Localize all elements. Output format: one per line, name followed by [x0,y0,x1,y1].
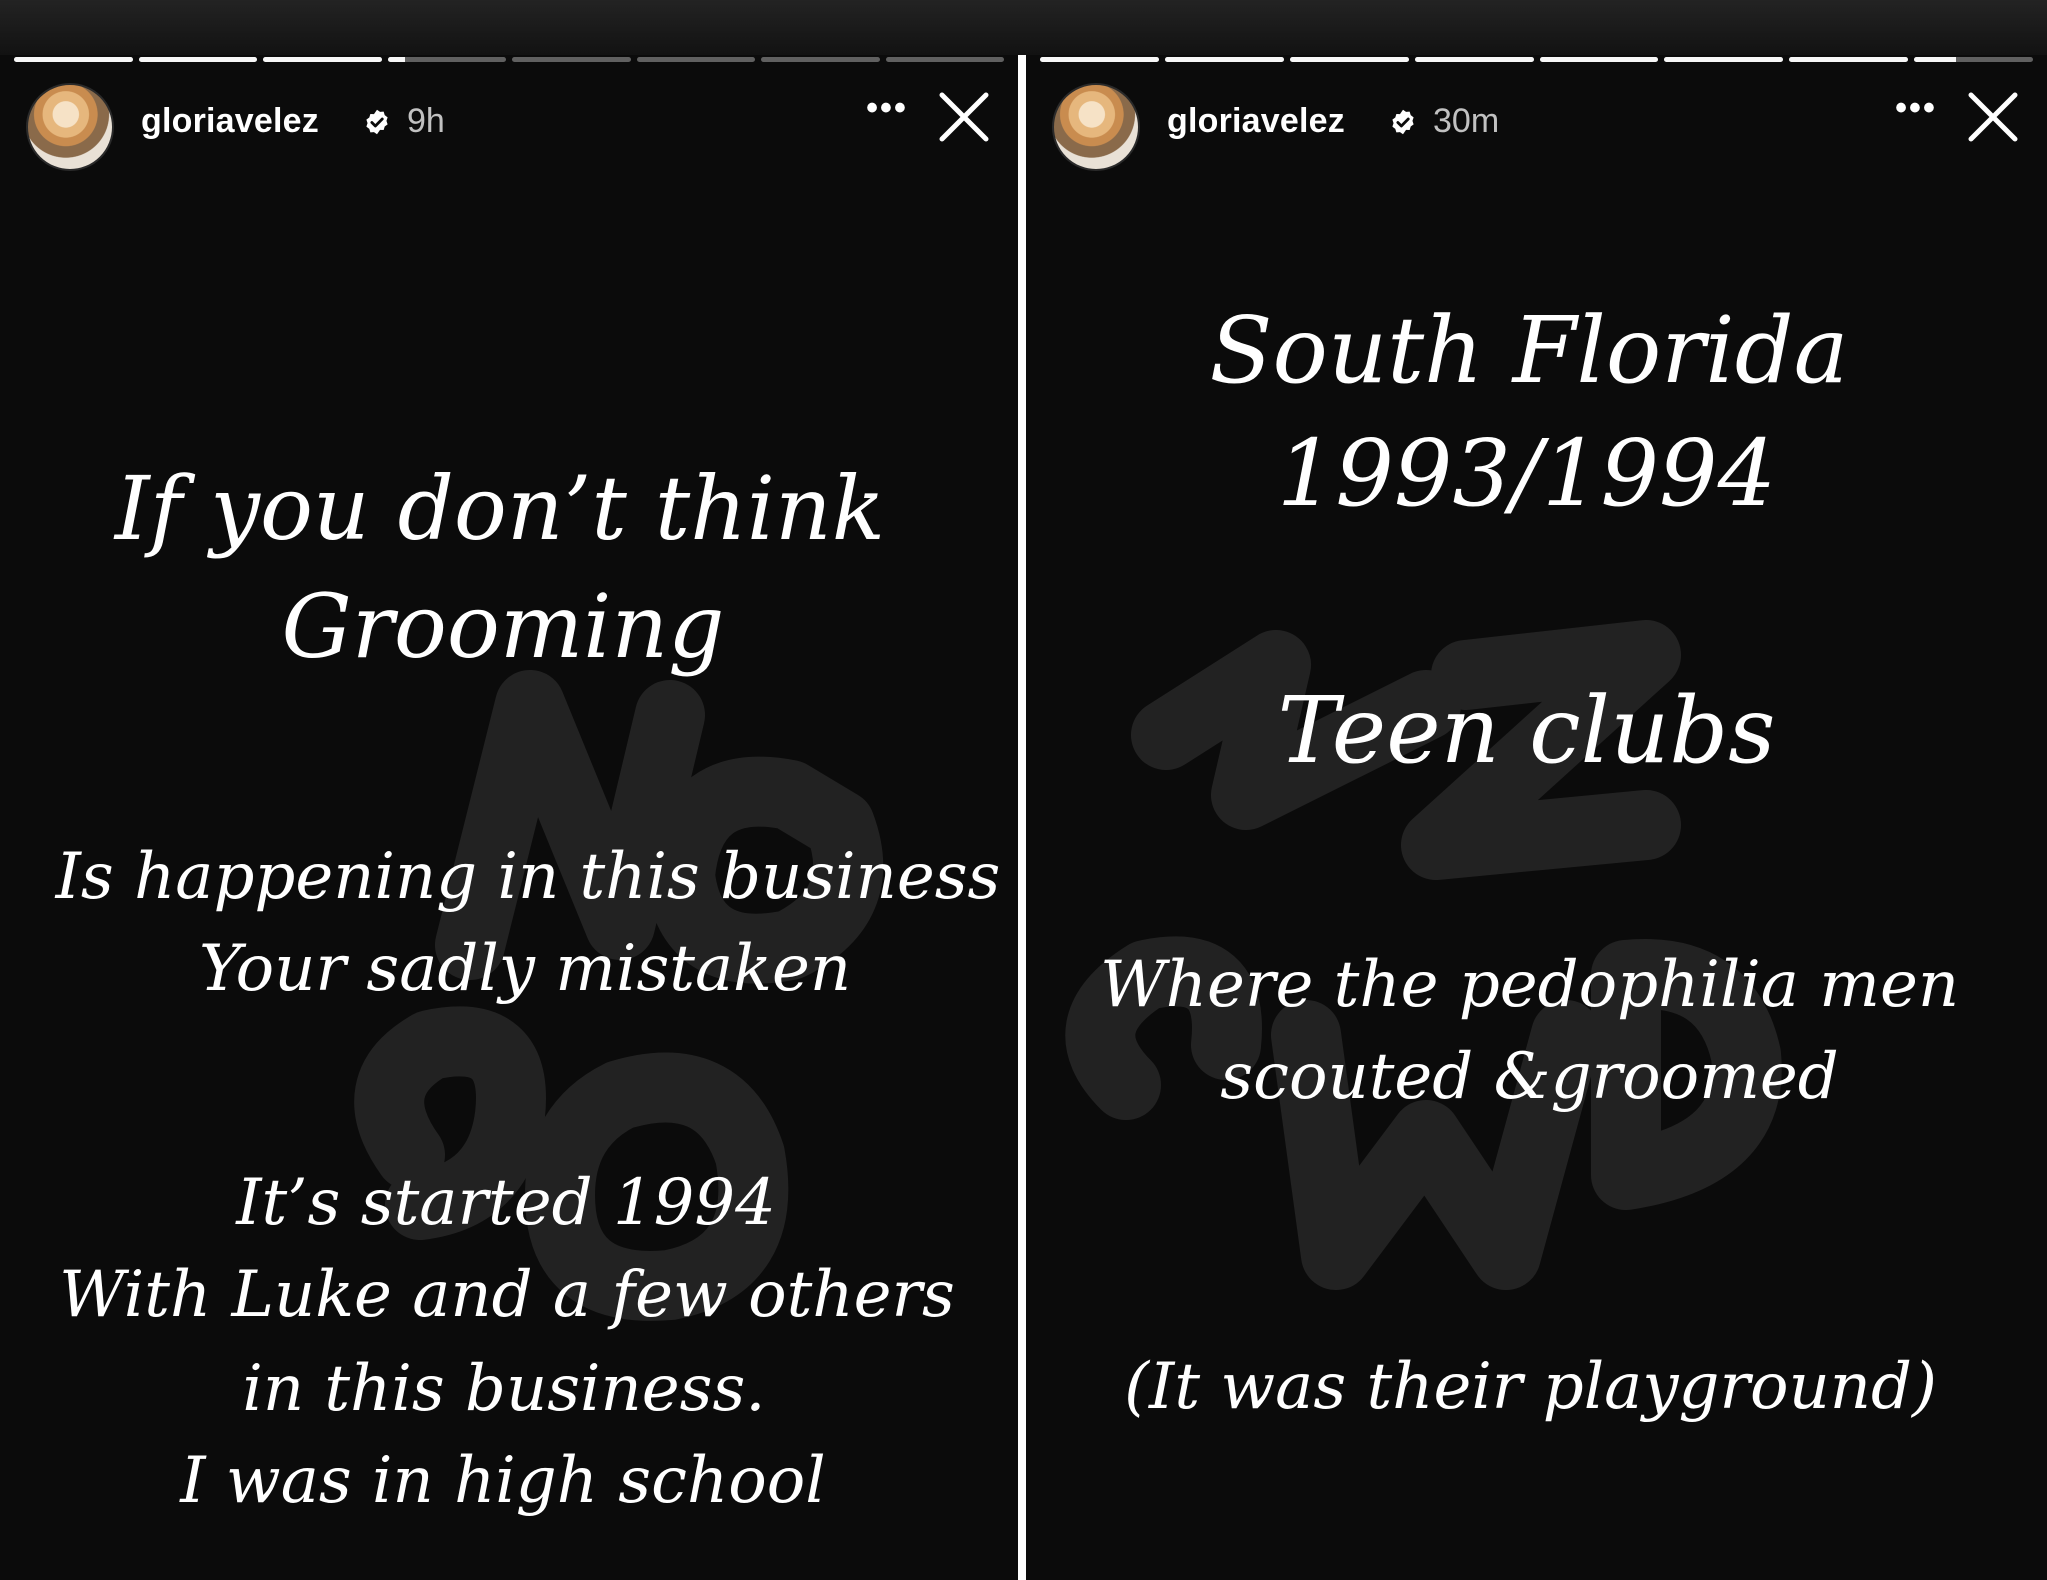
verified-badge-icon [363,108,391,136]
close-icon[interactable] [935,88,993,146]
story-text-line: I was in high school [180,1444,826,1518]
story-text-line: scouted &groomed [1220,1040,1839,1114]
progress-segment [761,57,880,62]
story-timestamp: 30m [1433,102,1500,140]
story-text-line: Is happening in this business [55,840,1001,914]
story-text-line: Where the pedophilia men [1099,948,1960,1022]
close-icon[interactable] [1964,88,2022,146]
story-header [26,80,994,170]
progress-segment [1165,57,1284,62]
progress-segment [1789,57,1908,62]
story-progress-bar [1040,57,2033,62]
story-text-line: South Florida [1209,297,1849,404]
story-progress-bar [14,57,1004,62]
story-text-line: It’s started 1994 [236,1166,776,1240]
story-text-line: in this business. [242,1352,766,1426]
progress-segment [263,57,382,62]
story-timestamp: 9h [407,102,445,140]
progress-segment [512,57,631,62]
progress-segment [1540,57,1659,62]
username[interactable]: gloriavelez [1167,102,1345,140]
progress-segment [14,57,133,62]
avatar[interactable] [1052,83,1140,171]
progress-segment [139,57,258,62]
username[interactable]: gloriavelez [141,102,319,140]
story-text-line: With Luke and a few others [59,1258,955,1332]
story-panel-left[interactable] [0,55,1018,1580]
progress-segment [1664,57,1783,62]
progress-segment [637,57,756,62]
more-horizontal-icon[interactable]: ••• [866,89,908,127]
verified-badge-icon [1389,108,1417,136]
avatar[interactable] [26,83,114,171]
story-text-line: (It was their playground) [1124,1350,1937,1424]
story-text-line: Teen clubs [1277,677,1776,784]
story-text-line: Grooming [281,575,725,678]
progress-segment [1290,57,1409,62]
story-header [1052,80,2023,170]
progress-segment [1040,57,1159,62]
progress-segment [1415,57,1534,62]
story-text-line: If you don’t think [114,457,886,560]
story-panel-right[interactable] [1026,55,2047,1580]
story-text-line: Your sadly mistaken [198,932,852,1006]
story-text-line: 1993/1994 [1276,420,1777,527]
top-bar [0,0,2047,55]
more-horizontal-icon[interactable]: ••• [1895,89,1937,127]
progress-segment-current [388,57,507,62]
progress-segment [886,57,1005,62]
progress-segment-current [1914,57,2033,62]
